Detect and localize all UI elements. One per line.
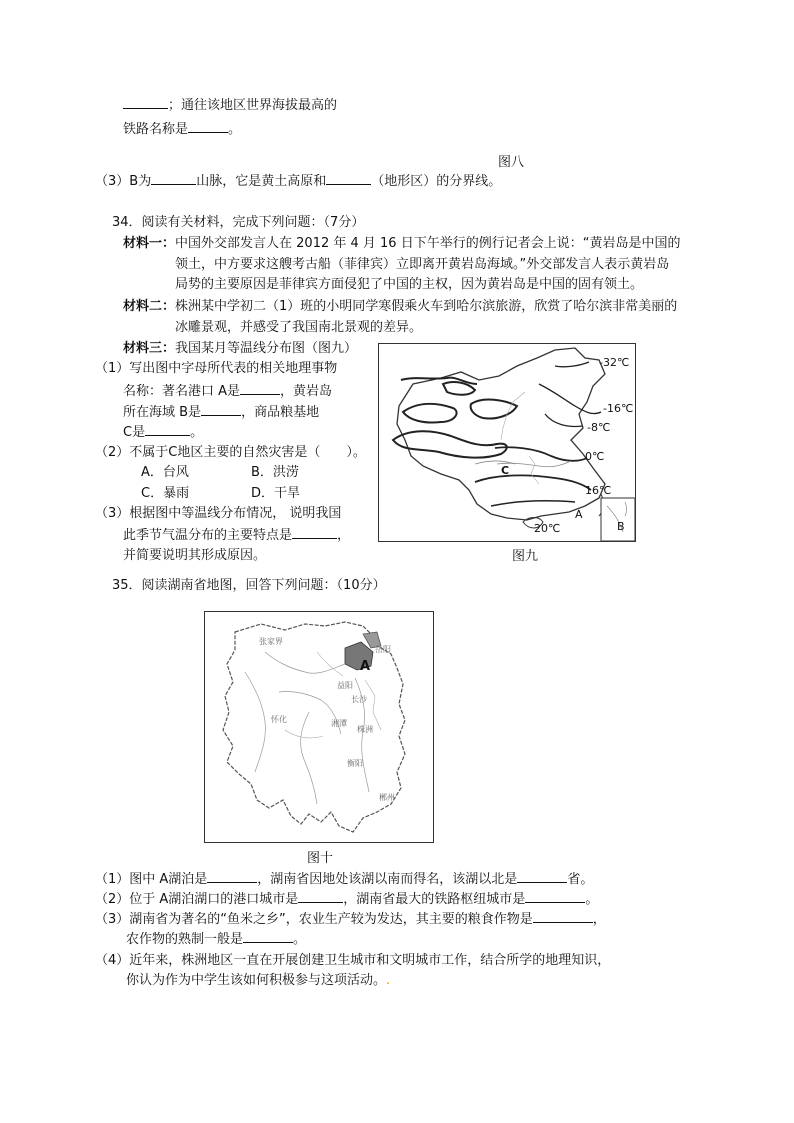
map-label-c: C [501,464,510,477]
option-a[interactable]: A．台风 [141,465,189,480]
option-d[interactable]: D．干旱 [251,486,301,501]
q33-part3: （3）B为 山脉，它是黄土高原和 （地形区）的分界线。 [95,174,502,189]
map-label-a: A [575,508,583,521]
answer-blank[interactable] [292,526,337,539]
q34-title: 34．阅读有关材料，完成下列问题：（7分） [112,215,365,230]
isotherm-label-minus-32: -32℃ [599,356,630,369]
figure-10-hunan-map [204,611,434,843]
q33-line2: 铁路名称是 。 [123,122,242,137]
option-c[interactable]: C．暴雨 [141,486,190,501]
q34-material1: 材料一：中国外交部发言人在 2012 年 4 月 16 日下午举行的例行记者会上说：“黄岩岛是中国的 [123,236,681,251]
figure-9-caption: 图九 [512,549,539,564]
hunan-outline-svg [205,612,433,842]
q34-material2: 材料二：株洲某中学初二（1）班的小明同学寒假乘火车到哈尔滨旅游，欣赏了哈尔滨非常美丽的 [123,299,678,314]
answer-blank[interactable] [151,172,196,185]
q35-part2: （2）位于 A湖泊湖口的港口城市是 ，湖南省最大的铁路枢纽城市是 。 [95,892,599,907]
q34-part3-line2: 此季节气温分布的主要特点是 ， [123,528,351,543]
q34-part2: （2）不属于C地区主要的自然灾害是（ ）。 [95,445,366,460]
q35-part3: （3）湖南省为著名的“鱼米之乡”，农业生产较为发达，其主要的粮食作物是 ， [95,912,606,927]
q35-part1: （1）图中 A湖泊是 ，湖南省因地处该湖以南而得名，该湖以北是 省。 [95,872,594,887]
city-zhuzhou: 株洲 [357,725,373,734]
figure-8-caption: 图八 [498,155,525,170]
isotherm-label-0: 0℃ [585,450,605,463]
city-xiangtan: 湘潭 [331,719,347,728]
answer-blank[interactable] [240,382,280,395]
city-changsha: 长沙 [351,695,367,704]
q34-part3-line3: 并简要说明其形成原因。 [123,548,267,563]
map-label-b: B [617,520,625,533]
q34-part1-line4: C是 。 [123,425,204,440]
map-label-lake-a: A [360,659,371,674]
city-zhangjiajie: 张家界 [259,637,283,646]
city-huaihua: 怀化 [271,715,287,724]
isotherm-label-16: 16℃ [585,484,612,497]
figure-10-caption: 图十 [307,851,334,866]
answer-blank[interactable] [207,870,257,883]
q33-line1: ；通往该地区世界海拔最高的 [123,96,337,115]
city-hengyang: 衡阳 [347,759,363,768]
isotherm-label-minus-8: -8℃ [587,421,611,434]
city-yiyang: 益阳 [337,681,353,690]
q35-part4-line1: （4）近年来，株洲地区一直在开展创建卫生城市和文明城市工作，结合所学的地理知识， [95,953,611,968]
answer-blank[interactable] [326,172,371,185]
answer-blank[interactable] [525,890,585,903]
q34-material1-line2: 领土，中方要求这艘考古船（菲律宾）立即离开黄岩岛海域。”外交部发言人表示黄岩岛 [175,257,670,272]
q34-part1-line3: 所在海域 B是 ，商品粮基地 [123,405,320,420]
q34-options-row1 [141,464,299,482]
answer-blank[interactable] [298,890,343,903]
q35-title: 35．阅读湖南省地图，回答下列问题：（10分） [112,578,386,593]
q34-part3-line1: （3）根据图中等温线分布情况， 说明我国 [95,506,342,521]
figure-9-isotherm-map [378,343,636,542]
q34-material2-line2: 冰雕景观，并感受了我国南北景观的差异。 [175,320,423,335]
answer-blank[interactable] [517,870,567,883]
answer-blank[interactable] [533,910,593,923]
china-outline-svg [379,344,635,541]
answer-blank[interactable] [201,403,241,416]
answer-blank[interactable] [188,120,228,133]
q34-material3: 材料三：我国某月等温线分布图（图九） [123,341,358,356]
answer-blank[interactable] [123,96,168,109]
q34-options-row2 [141,485,300,503]
isotherm-label-minus-16: -16℃ [603,402,634,415]
answer-blank[interactable] [145,423,190,436]
q35-part4-line2: 你认为作为中学生该如何积极参与这项活动。. [126,973,391,988]
answer-blank[interactable] [243,930,293,943]
city-chenzhou: 郴州 [379,793,395,802]
q34-part1-line2: 名称：著名港口 A是 ，黄岩岛 [123,384,333,399]
option-b[interactable]: B．洪涝 [251,465,299,480]
isotherm-label-20: 20℃ [534,522,561,535]
q35-part3-line2: 农作物的熟制一般是 。 [126,932,307,947]
city-yueyang: 岳阳 [375,645,391,654]
q34-material1-line3: 局势的主要原因是菲律宾方面侵犯了中国的主权，因为黄岩岛是中国的固有领土。 [175,277,644,292]
accent-dot: . [386,973,391,988]
q34-part1-line1: （1）写出图中字母所代表的相关地理事物 [95,361,338,376]
